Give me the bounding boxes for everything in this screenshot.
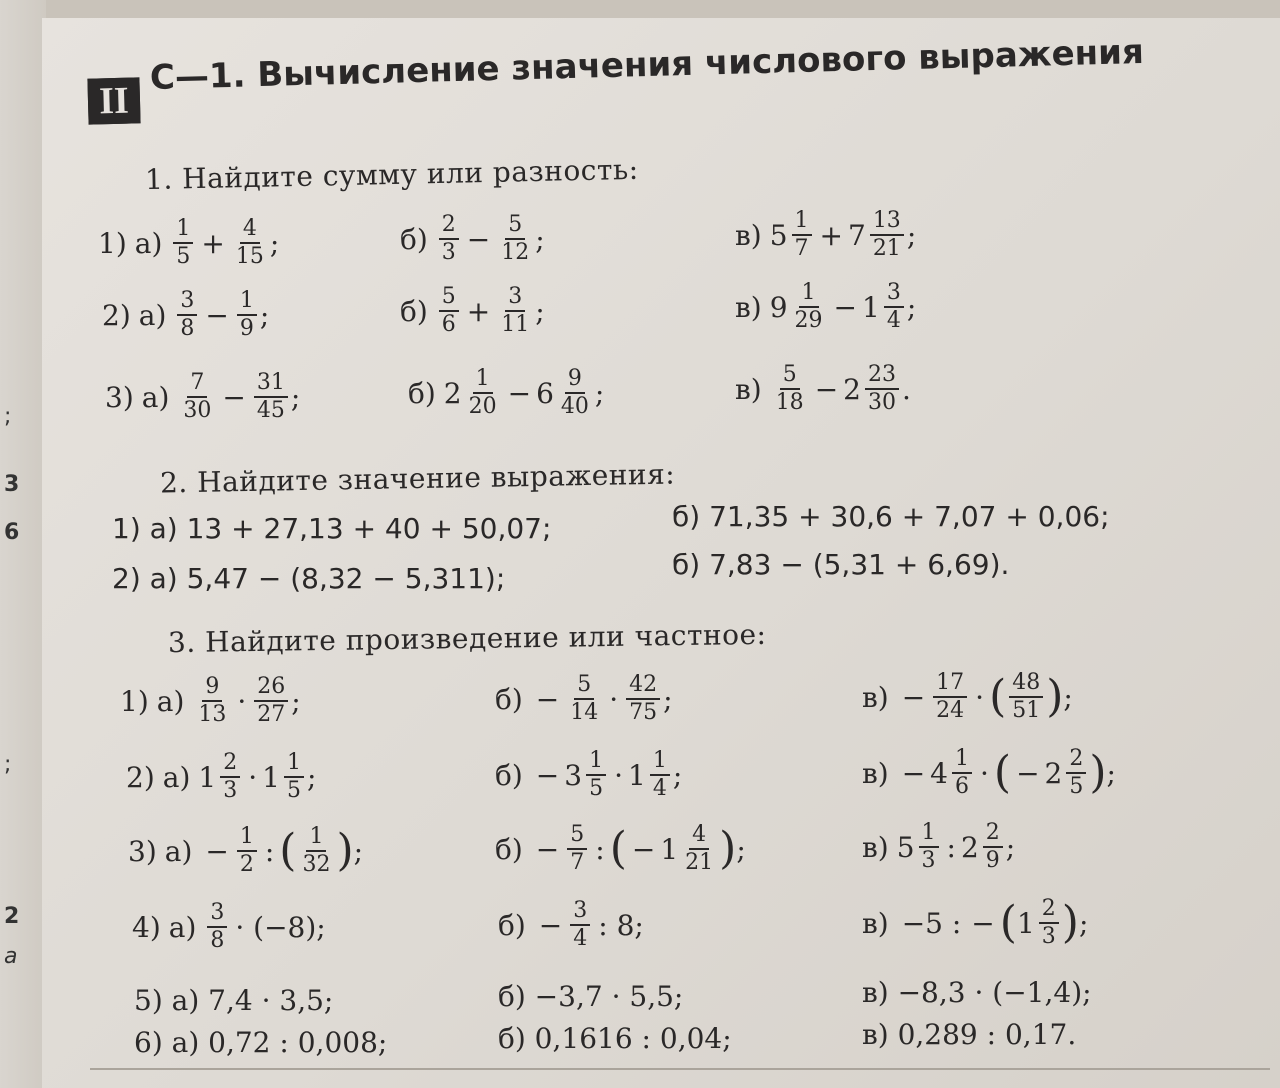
denominator: 4 — [652, 776, 667, 801]
fraction — [237, 290, 257, 340]
punctuation: ; — [259, 298, 270, 332]
whole-part: 7 — [847, 218, 866, 252]
task3-item-3c — [862, 822, 1015, 872]
numerator: 5 — [505, 214, 525, 240]
denominator: 3 — [223, 778, 238, 803]
fraction — [884, 282, 904, 332]
item-label: б) — [400, 222, 428, 256]
numerator: 1 — [952, 748, 972, 774]
numerator: 1 — [799, 282, 819, 308]
task1-item-3c — [735, 364, 911, 414]
task3-item-5a: 5) а) 7,4 · 3,5; — [134, 984, 334, 1017]
operator: · — [614, 758, 623, 792]
denominator: 20 — [468, 394, 497, 419]
item-label: б) — [408, 376, 436, 410]
fraction — [498, 286, 532, 336]
item-label: в) — [735, 290, 762, 324]
task3-item-4c — [862, 898, 1088, 948]
whole-part: 3 — [564, 758, 583, 792]
item-label: б) — [495, 832, 523, 866]
operator: + — [819, 218, 843, 252]
task3-item-3a — [128, 826, 363, 876]
operator: − — [222, 380, 246, 414]
numerator: 1 — [586, 750, 606, 776]
punctuation: ; — [1063, 680, 1073, 714]
numerator: 1 — [237, 290, 257, 316]
punctuation: ; — [906, 218, 917, 252]
numerator: 1 — [284, 752, 304, 778]
operator: − — [833, 290, 857, 324]
denominator: 21 — [685, 850, 714, 875]
task3-item-2a — [126, 752, 316, 802]
whole-part: 1 — [660, 832, 679, 866]
fraction — [919, 822, 939, 872]
item-label: а) — [164, 834, 193, 868]
margin-fragment: a — [4, 944, 18, 969]
numerator: 2 — [1039, 898, 1059, 924]
fraction — [586, 750, 606, 800]
denominator: 24 — [936, 698, 965, 723]
fraction — [1009, 672, 1043, 722]
denominator: 2 — [239, 852, 254, 877]
denominator: 9 — [985, 848, 1000, 873]
operator: − — [205, 298, 229, 332]
denominator: 5 — [286, 778, 301, 803]
whole-part: 4 — [930, 756, 948, 790]
punctuation: ; — [353, 834, 364, 868]
task3-item-5b: б) −3,7 · 5,5; — [498, 980, 684, 1013]
denominator: 7 — [794, 236, 809, 261]
fraction — [207, 902, 227, 952]
fraction — [558, 368, 592, 418]
denominator: 8 — [210, 928, 225, 953]
numerator: 42 — [626, 674, 660, 700]
numerator: 5 — [780, 364, 800, 390]
row-number: 4) — [132, 910, 161, 944]
fraction — [1066, 748, 1086, 798]
row-number: 2) — [126, 760, 155, 794]
row-number: 3) — [128, 834, 157, 868]
numerator: 5 — [574, 674, 594, 700]
operator: + — [466, 294, 491, 328]
fraction — [570, 900, 590, 950]
numerator: 2 — [220, 752, 240, 778]
task1-item-1b — [400, 214, 545, 264]
task3-item-6a: 6) а) 0,72 : 0,008; — [134, 1026, 388, 1059]
denominator: 14 — [570, 700, 599, 725]
task3-item-4b — [498, 900, 649, 950]
task3-item-2c — [862, 748, 1116, 798]
item-label: в) — [735, 372, 762, 406]
punctuation: ; — [269, 226, 280, 260]
whole-part: 5 — [896, 830, 915, 864]
item-label: а) — [156, 684, 185, 718]
row-number: 1) — [120, 684, 149, 718]
task1-item-2b — [400, 286, 545, 336]
denominator: 5 — [589, 776, 604, 801]
row-number: 1) — [98, 226, 127, 260]
minus-sign: − — [901, 756, 926, 790]
numerator: 1 — [650, 750, 670, 776]
punctuation: ; — [535, 222, 545, 256]
left-paren: ( — [989, 671, 1007, 722]
fraction — [254, 676, 288, 726]
fraction — [773, 364, 807, 414]
numerator: 9 — [565, 368, 585, 394]
operator: · — [975, 680, 985, 714]
fraction — [195, 676, 229, 726]
fraction — [177, 290, 197, 340]
numerator: 23 — [865, 364, 899, 390]
fraction — [439, 286, 459, 336]
fraction — [233, 218, 267, 268]
item-label: а) — [141, 380, 170, 414]
left-paren: ( — [279, 825, 297, 876]
page-bottom-rule — [90, 1068, 1270, 1070]
whole-part: 1 — [262, 760, 280, 794]
punctuation: ; — [1078, 906, 1089, 940]
operator: − — [507, 376, 532, 410]
numerator: 1 — [306, 826, 326, 852]
task3-item-1b — [495, 674, 673, 724]
denominator: 32 — [302, 852, 331, 877]
punctuation: . — [901, 372, 911, 406]
numerator: 3 — [884, 282, 904, 308]
math-term: · (−8); — [235, 910, 326, 944]
fraction — [180, 372, 214, 422]
numerator: 3 — [177, 290, 197, 316]
right-paren: ) — [336, 825, 354, 876]
fraction — [284, 752, 304, 802]
whole-part: 6 — [536, 376, 554, 410]
numerator: 2 — [1066, 748, 1086, 774]
numerator: 26 — [254, 676, 288, 702]
denominator: 30 — [183, 398, 212, 423]
numerator: 9 — [202, 676, 222, 702]
task2-item-2a: 2) а) 5,47 − (8,32 − 5,311); — [112, 562, 506, 595]
right-paren: ) — [1089, 747, 1107, 798]
left-paren: ( — [993, 747, 1012, 798]
operator: : — [946, 830, 956, 864]
numerator: 4 — [689, 824, 709, 850]
section-number-badge: II — [87, 77, 140, 124]
punctuation: ; — [1005, 830, 1016, 864]
fraction — [254, 372, 288, 422]
numerator: 7 — [187, 372, 207, 398]
operator: · — [237, 684, 247, 718]
punctuation: ; — [672, 758, 683, 792]
denominator: 27 — [257, 702, 286, 727]
minus-sign: − — [535, 758, 560, 792]
fraction — [299, 826, 333, 876]
operator: · — [979, 756, 989, 790]
item-label: в) — [862, 830, 889, 864]
margin-fragment: 6 — [4, 520, 20, 545]
fraction — [1039, 898, 1059, 948]
denominator: 3 — [441, 240, 456, 265]
punctuation: ; — [535, 294, 545, 328]
margin-fragment: ; — [4, 752, 12, 777]
whole-part: 9 — [769, 290, 788, 324]
left-page-edge — [0, 0, 46, 1088]
task2-item-1b: б) 71,35 + 30,6 + 7,07 + 0,06; — [672, 500, 1110, 533]
whole-part: 1 — [198, 760, 217, 794]
punctuation: ; — [736, 832, 746, 866]
numerator: 17 — [933, 672, 967, 698]
whole-part: 1 — [627, 758, 646, 792]
numerator: 13 — [870, 210, 904, 236]
task3-heading: 3. Найдите произведение или частное: — [167, 617, 767, 660]
numerator: 31 — [254, 372, 288, 398]
denominator: 29 — [794, 308, 823, 333]
fraction — [173, 218, 193, 268]
denominator: 6 — [954, 774, 969, 799]
task3-item-1c — [862, 672, 1073, 722]
whole-part: 2 — [1044, 756, 1063, 790]
task3-item-3b — [495, 824, 746, 874]
fraction — [933, 672, 967, 722]
numerator: 1 — [237, 826, 257, 852]
denominator: 11 — [501, 312, 530, 337]
operator: : — [264, 834, 275, 868]
fraction — [626, 674, 660, 724]
operator: · — [609, 682, 619, 716]
item-label: а) — [162, 760, 191, 794]
denominator: 9 — [239, 316, 254, 341]
fraction — [870, 210, 904, 260]
punctuation: ; — [306, 760, 317, 794]
fraction — [237, 826, 257, 876]
whole-part: 2 — [843, 372, 861, 406]
fraction — [865, 364, 899, 414]
item-label: а) — [134, 226, 163, 260]
fraction — [498, 214, 532, 264]
numerator: 48 — [1009, 672, 1043, 698]
numerator: 1 — [473, 368, 493, 394]
fraction — [682, 824, 716, 874]
item-label: в) — [862, 680, 889, 714]
minus-sign: − — [901, 680, 926, 714]
operator: + — [201, 226, 225, 260]
operator: − — [814, 372, 839, 406]
math-term: : 8; — [598, 908, 644, 942]
item-label: б) — [400, 294, 428, 328]
denominator: 75 — [629, 700, 658, 725]
task1-item-1a — [98, 218, 279, 268]
fraction — [650, 750, 670, 800]
punctuation: ; — [290, 380, 301, 414]
left-paren: ( — [609, 823, 627, 874]
denominator: 5 — [176, 244, 191, 269]
numerator: 5 — [439, 286, 459, 312]
task3-item-6c: в) 0,289 : 0,17. — [862, 1018, 1077, 1051]
whole-part: 2 — [443, 376, 462, 410]
fraction — [792, 210, 812, 260]
task3-item-1a — [120, 676, 301, 726]
row-number: 3) — [105, 380, 134, 414]
fraction — [983, 822, 1003, 872]
denominator: 12 — [501, 240, 530, 265]
task1-item-2c — [735, 282, 916, 332]
numerator: 2 — [439, 214, 459, 240]
whole-part: 1 — [1016, 906, 1035, 940]
item-label: а) — [138, 298, 167, 332]
numerator: 3 — [207, 902, 227, 928]
punctuation: ; — [906, 290, 917, 324]
denominator: 3 — [1041, 924, 1056, 949]
numerator: 3 — [570, 900, 590, 926]
numerator: 5 — [567, 824, 587, 850]
minus-sign: − — [535, 682, 560, 716]
denominator: 13 — [198, 702, 227, 727]
left-paren: ( — [999, 897, 1017, 948]
fraction — [567, 674, 601, 724]
section-title: С—1. Вычисление значения числового выражения — [149, 31, 1145, 98]
whole-part: 5 — [769, 218, 788, 252]
margin-fragment: 3 — [4, 472, 20, 497]
right-paren: ) — [1046, 671, 1064, 722]
numerator: 4 — [240, 218, 260, 244]
denominator: 8 — [180, 316, 195, 341]
whole-part: 1 — [861, 290, 880, 324]
punctuation: ; — [594, 376, 605, 410]
math-term: −5 : — [901, 906, 962, 940]
task3-item-2b — [495, 750, 682, 800]
item-label: в) — [862, 756, 889, 790]
punctuation: ; — [663, 682, 673, 716]
fraction — [220, 752, 240, 802]
numerator: 2 — [983, 822, 1003, 848]
minus-sign: − — [631, 832, 656, 866]
right-paren: ) — [719, 823, 737, 874]
numerator: 1 — [173, 218, 193, 244]
task2-item-2b: б) 7,83 − (5,31 + 6,69). — [672, 548, 1010, 581]
denominator: 18 — [775, 390, 804, 415]
denominator: 30 — [867, 390, 896, 415]
task1-item-1c — [735, 210, 916, 260]
denominator: 6 — [441, 312, 456, 337]
denominator: 51 — [1012, 698, 1041, 723]
minus-sign: − — [205, 834, 229, 868]
task3-item-4a — [132, 902, 331, 952]
minus-sign: − — [535, 832, 560, 866]
fraction — [466, 368, 500, 418]
whole-part: 2 — [960, 830, 979, 864]
fraction — [952, 748, 972, 798]
operator: : — [595, 832, 605, 866]
task1-item-2a — [102, 290, 269, 340]
minus-sign: − — [971, 906, 995, 940]
fraction — [792, 282, 826, 332]
denominator: 7 — [570, 850, 585, 875]
fraction — [439, 214, 459, 264]
numerator: 1 — [792, 210, 812, 236]
operator: − — [466, 222, 491, 256]
item-label: б) — [495, 758, 523, 792]
minus-sign: − — [1016, 756, 1040, 790]
minus-sign: − — [538, 908, 563, 942]
item-label: б) — [498, 908, 526, 942]
denominator: 21 — [872, 236, 901, 261]
item-label: в) — [862, 906, 889, 940]
numerator: 1 — [919, 822, 939, 848]
denominator: 15 — [235, 244, 264, 269]
task3-item-6b: б) 0,1616 : 0,04; — [498, 1022, 732, 1055]
denominator: 4 — [573, 926, 588, 951]
denominator: 3 — [921, 848, 936, 873]
item-label: в) — [735, 218, 762, 252]
fraction — [567, 824, 587, 874]
task2-item-1a: 1) а) 13 + 27,13 + 40 + 50,07; — [112, 512, 552, 545]
task3-item-5c: в) −8,3 · (−1,4); — [862, 976, 1092, 1009]
punctuation: ; — [291, 684, 301, 718]
numerator: 3 — [505, 286, 525, 312]
task1-item-3a — [105, 372, 300, 422]
item-label: б) — [495, 682, 523, 716]
denominator: 4 — [886, 308, 901, 333]
row-number: 2) — [102, 298, 131, 332]
task1-item-3b — [408, 368, 604, 418]
punctuation: ; — [1106, 756, 1116, 790]
margin-fragment: 2 — [4, 904, 20, 929]
item-label: а) — [168, 910, 197, 944]
denominator: 40 — [560, 394, 589, 419]
right-paren: ) — [1061, 897, 1079, 948]
denominator: 45 — [256, 398, 285, 423]
operator: · — [248, 760, 258, 794]
task1-heading: 1. Найдите сумму или разность: — [144, 152, 639, 197]
margin-fragment: ; — [4, 404, 12, 429]
task2-heading: 2. Найдите значение выражения: — [159, 457, 676, 500]
denominator: 5 — [1069, 774, 1084, 799]
